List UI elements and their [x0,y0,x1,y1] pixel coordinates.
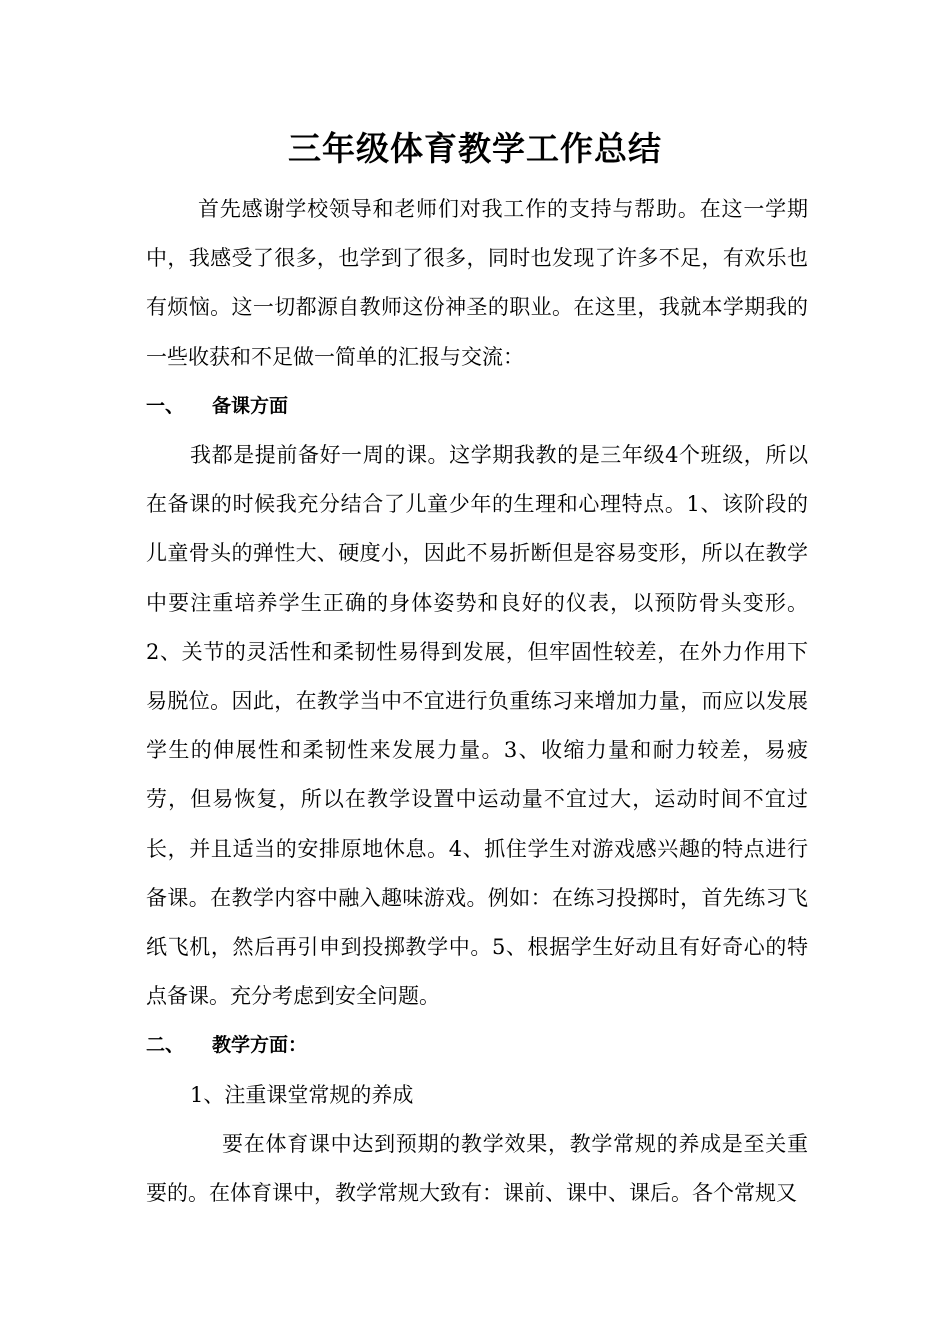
document-body [146,185,808,1218]
subsection-title-1: 1、注重课堂常规的养成 [190,1082,414,1107]
section-title-1: 备课方面 [212,394,289,417]
section-heading-2 [146,1021,808,1070]
intro-paragraph: 首先感谢学校领导和老师们对我工作的支持与帮助。在这一学期中，我感受了很多，也学到了很多，同时也发现了许多不足，有欢乐也有烦恼。这一切都源自教师这份神圣的职业。在这里，我就本学期我的一些收获和不足做一简单的汇报与交流： [146,197,808,369]
section-1-paragraph: 我都是提前备好一周的课。这学期我教的是三年级4个班级，所以在备课的时候我充分结合了儿童少年的生理和心理特点。1、该阶段的儿童骨头的弹性大、硬度小，因此不易折断但是容易变形，所以在教学中要注重培养学生正确的身体姿势和良好的仪表，以预防骨头变形。2、关节的灵活性和柔韧性易得到发展，但牢固性较差，在外力作用下易脱位。因此，在教学当中不宜进行负重练习来增加力量，而应以发展学生的伸展性和柔韧性来发展力量。3、收缩力量和耐力较差，易疲劳，但易恢复，所以在教学设置中运动量不宜过大，运动时间不宜过长，并且适当的安排原地休息。4、抓住学生对游戏感兴趣的特点进行备课。在教学内容中融入趣味游戏。例如：在练习投掷时，首先练习飞纸飞机，然后再引申到投掷教学中。5、根据学生好动且有好奇心的特点备课。充分考虑到安全问题。 [146,443,808,1009]
section-number-1: 一、 [146,394,185,417]
section-title-2: 教学方面： [212,1034,308,1057]
document-title: 三年级体育教学工作总结 [288,129,662,168]
subsection-1-paragraph: 要在体育课中达到预期的教学效果，教学常规的养成是至关重要的。在体育课中，教学常规大致有：课前、课中、课后。各个常规又 [146,1131,808,1206]
section-number-2: 二、 [146,1034,185,1057]
section-heading-1 [146,382,808,431]
